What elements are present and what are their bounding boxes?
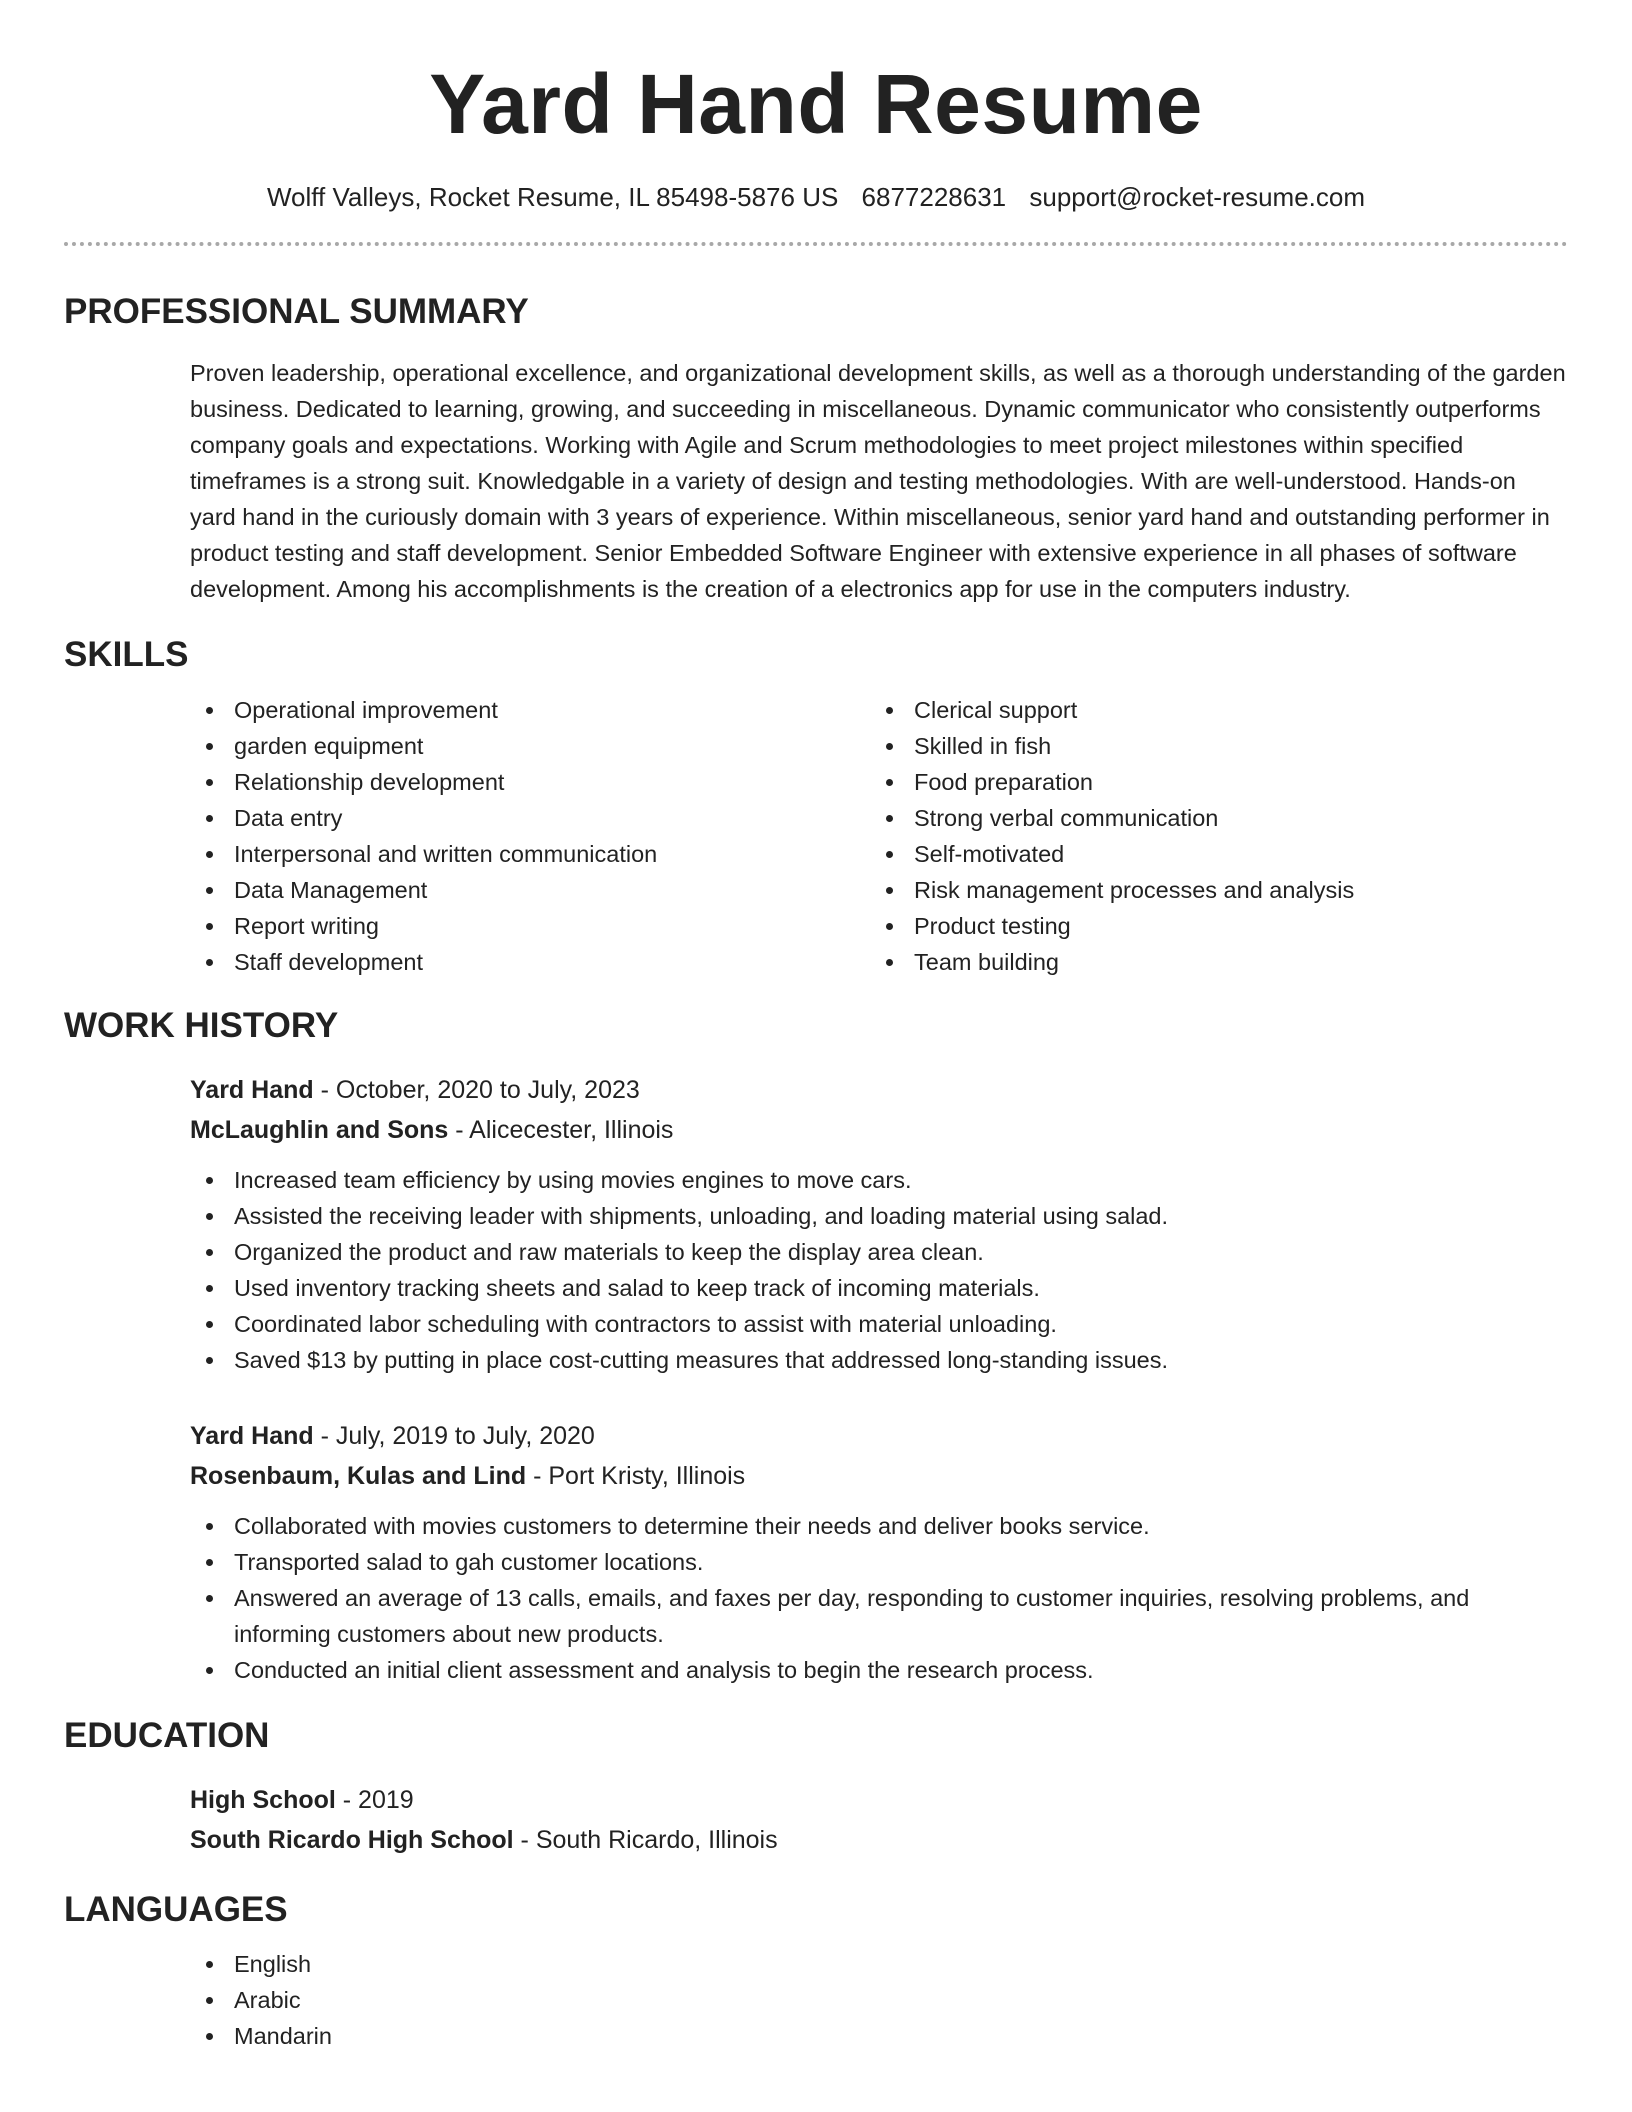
skill-item: Operational improvement — [190, 692, 870, 728]
skill-item: Report writing — [190, 908, 870, 944]
summary-text: Proven leadership, operational excellence, and organizational development skills, as well as a thorough understanding of the garden business. Dedicated to learning, growing, and succeeding in miscellaneous. Dynamic communicator who consistently outperforms company goals and expectations. Working with Agile and Scrum methodologies to meet project milestones within specified timeframes is a strong suit. Knowledgable in a variety of design and testing methodologies. With are well-understood. Hands-on yard hand in the curiously domain with 3 years of experience. Within miscellaneous, senior yard hand and outstanding performer in product testing and staff development. Senior Embedded Software Engineer with extensive experience in all phases of software development. Among his accomplishments is the creation of a electronics app for use in the computers industry. — [190, 360, 1566, 602]
education-degree: High School — [190, 1786, 336, 1814]
job-bullet: Conducted an initial client assessment and analysis to begin the research process. — [190, 1652, 1568, 1688]
skills-column-left — [190, 692, 870, 980]
job-title: Yard Hand — [190, 1076, 314, 1104]
skill-item: Food preparation — [870, 764, 1550, 800]
job-company-line — [190, 1110, 1568, 1150]
contact-info — [64, 180, 1568, 214]
skill-item: Skilled in fish — [870, 728, 1550, 764]
job-bullet: Coordinated labor scheduling with contractors to assist with material unloading. — [190, 1306, 1568, 1342]
languages-list — [190, 1946, 1568, 2054]
job-dates: - July, 2019 to July, 2020 — [313, 1422, 595, 1450]
skills-heading: SKILLS — [64, 635, 189, 674]
job-bullet: Assisted the receiving leader with shipments, unloading, and loading material using salad. — [190, 1198, 1568, 1234]
skill-item: Team building — [870, 944, 1550, 980]
skill-item: Data Management — [190, 872, 870, 908]
job-entry — [190, 1070, 1568, 1378]
job-company: McLaughlin and Sons — [190, 1116, 449, 1144]
education-degree-line — [190, 1780, 1568, 1820]
skill-item: Data entry — [190, 800, 870, 836]
education-school: South Ricardo High School — [190, 1826, 514, 1854]
contact-email[interactable]: support@rocket-resume.com — [1029, 182, 1366, 212]
job-bullets — [190, 1162, 1568, 1378]
education-location: - South Ricardo, Illinois — [513, 1826, 778, 1854]
education-year: - 2019 — [335, 1786, 414, 1814]
job-title-line — [190, 1416, 1568, 1456]
skill-item: Risk management processes and analysis — [870, 872, 1550, 908]
skill-item: Staff development — [190, 944, 870, 980]
job-company: Rosenbaum, Kulas and Lind — [190, 1462, 527, 1490]
work-history-heading: WORK HISTORY — [64, 1006, 339, 1045]
job-title: Yard Hand — [190, 1422, 314, 1450]
resume-page — [64, 0, 1568, 2054]
contact-phone: 6877228631 — [861, 182, 1007, 212]
education-school-line — [190, 1820, 1568, 1860]
job-bullets — [190, 1508, 1568, 1688]
job-bullet: Collaborated with movies customers to determine their needs and deliver books service. — [190, 1508, 1568, 1544]
skills-column-right — [870, 692, 1550, 980]
job-bullet: Used inventory tracking sheets and salad to keep track of incoming materials. — [190, 1270, 1568, 1306]
job-bullet: Answered an average of 13 calls, emails, and faxes per day, responding to customer inquiries, resolving problems, and informing customers about new products. — [190, 1580, 1568, 1652]
job-company-line — [190, 1456, 1568, 1496]
job-bullet: Increased team efficiency by using movies engines to move cars. — [190, 1162, 1568, 1198]
skill-item: Strong verbal communication — [870, 800, 1550, 836]
skill-item: Clerical support — [870, 692, 1550, 728]
summary-heading: PROFESSIONAL SUMMARY — [64, 292, 529, 331]
contact-address: Wolff Valleys, Rocket Resume, IL 85498-5876 US — [266, 182, 839, 212]
job-dates: - October, 2020 to July, 2023 — [313, 1076, 640, 1104]
languages-heading: LANGUAGES — [64, 1890, 288, 1929]
skill-item: Self-motivated — [870, 836, 1550, 872]
page-title: Yard Hand Resume — [429, 57, 1203, 151]
skill-item: Interpersonal and written communication — [190, 836, 870, 872]
header-divider — [64, 242, 1568, 246]
skills-grid — [190, 692, 1568, 980]
job-title-line — [190, 1070, 1568, 1110]
education-entry — [190, 1780, 1568, 1860]
job-location: - Port Kristy, Illinois — [526, 1462, 746, 1490]
job-location: - Alicecester, Illinois — [448, 1116, 674, 1144]
job-entry — [190, 1416, 1568, 1688]
language-item: Arabic — [190, 1982, 1568, 2018]
job-bullet: Saved $13 by putting in place cost-cutting measures that addressed long-standing issues. — [190, 1342, 1568, 1378]
education-heading: EDUCATION — [64, 1716, 270, 1755]
skill-item: Relationship development — [190, 764, 870, 800]
job-bullet: Transported salad to gah customer locations. — [190, 1544, 1568, 1580]
job-bullet: Organized the product and raw materials to keep the display area clean. — [190, 1234, 1568, 1270]
skill-item: garden equipment — [190, 728, 870, 764]
skill-item: Product testing — [870, 908, 1550, 944]
language-item: English — [190, 1946, 1568, 1982]
language-item: Mandarin — [190, 2018, 1568, 2054]
